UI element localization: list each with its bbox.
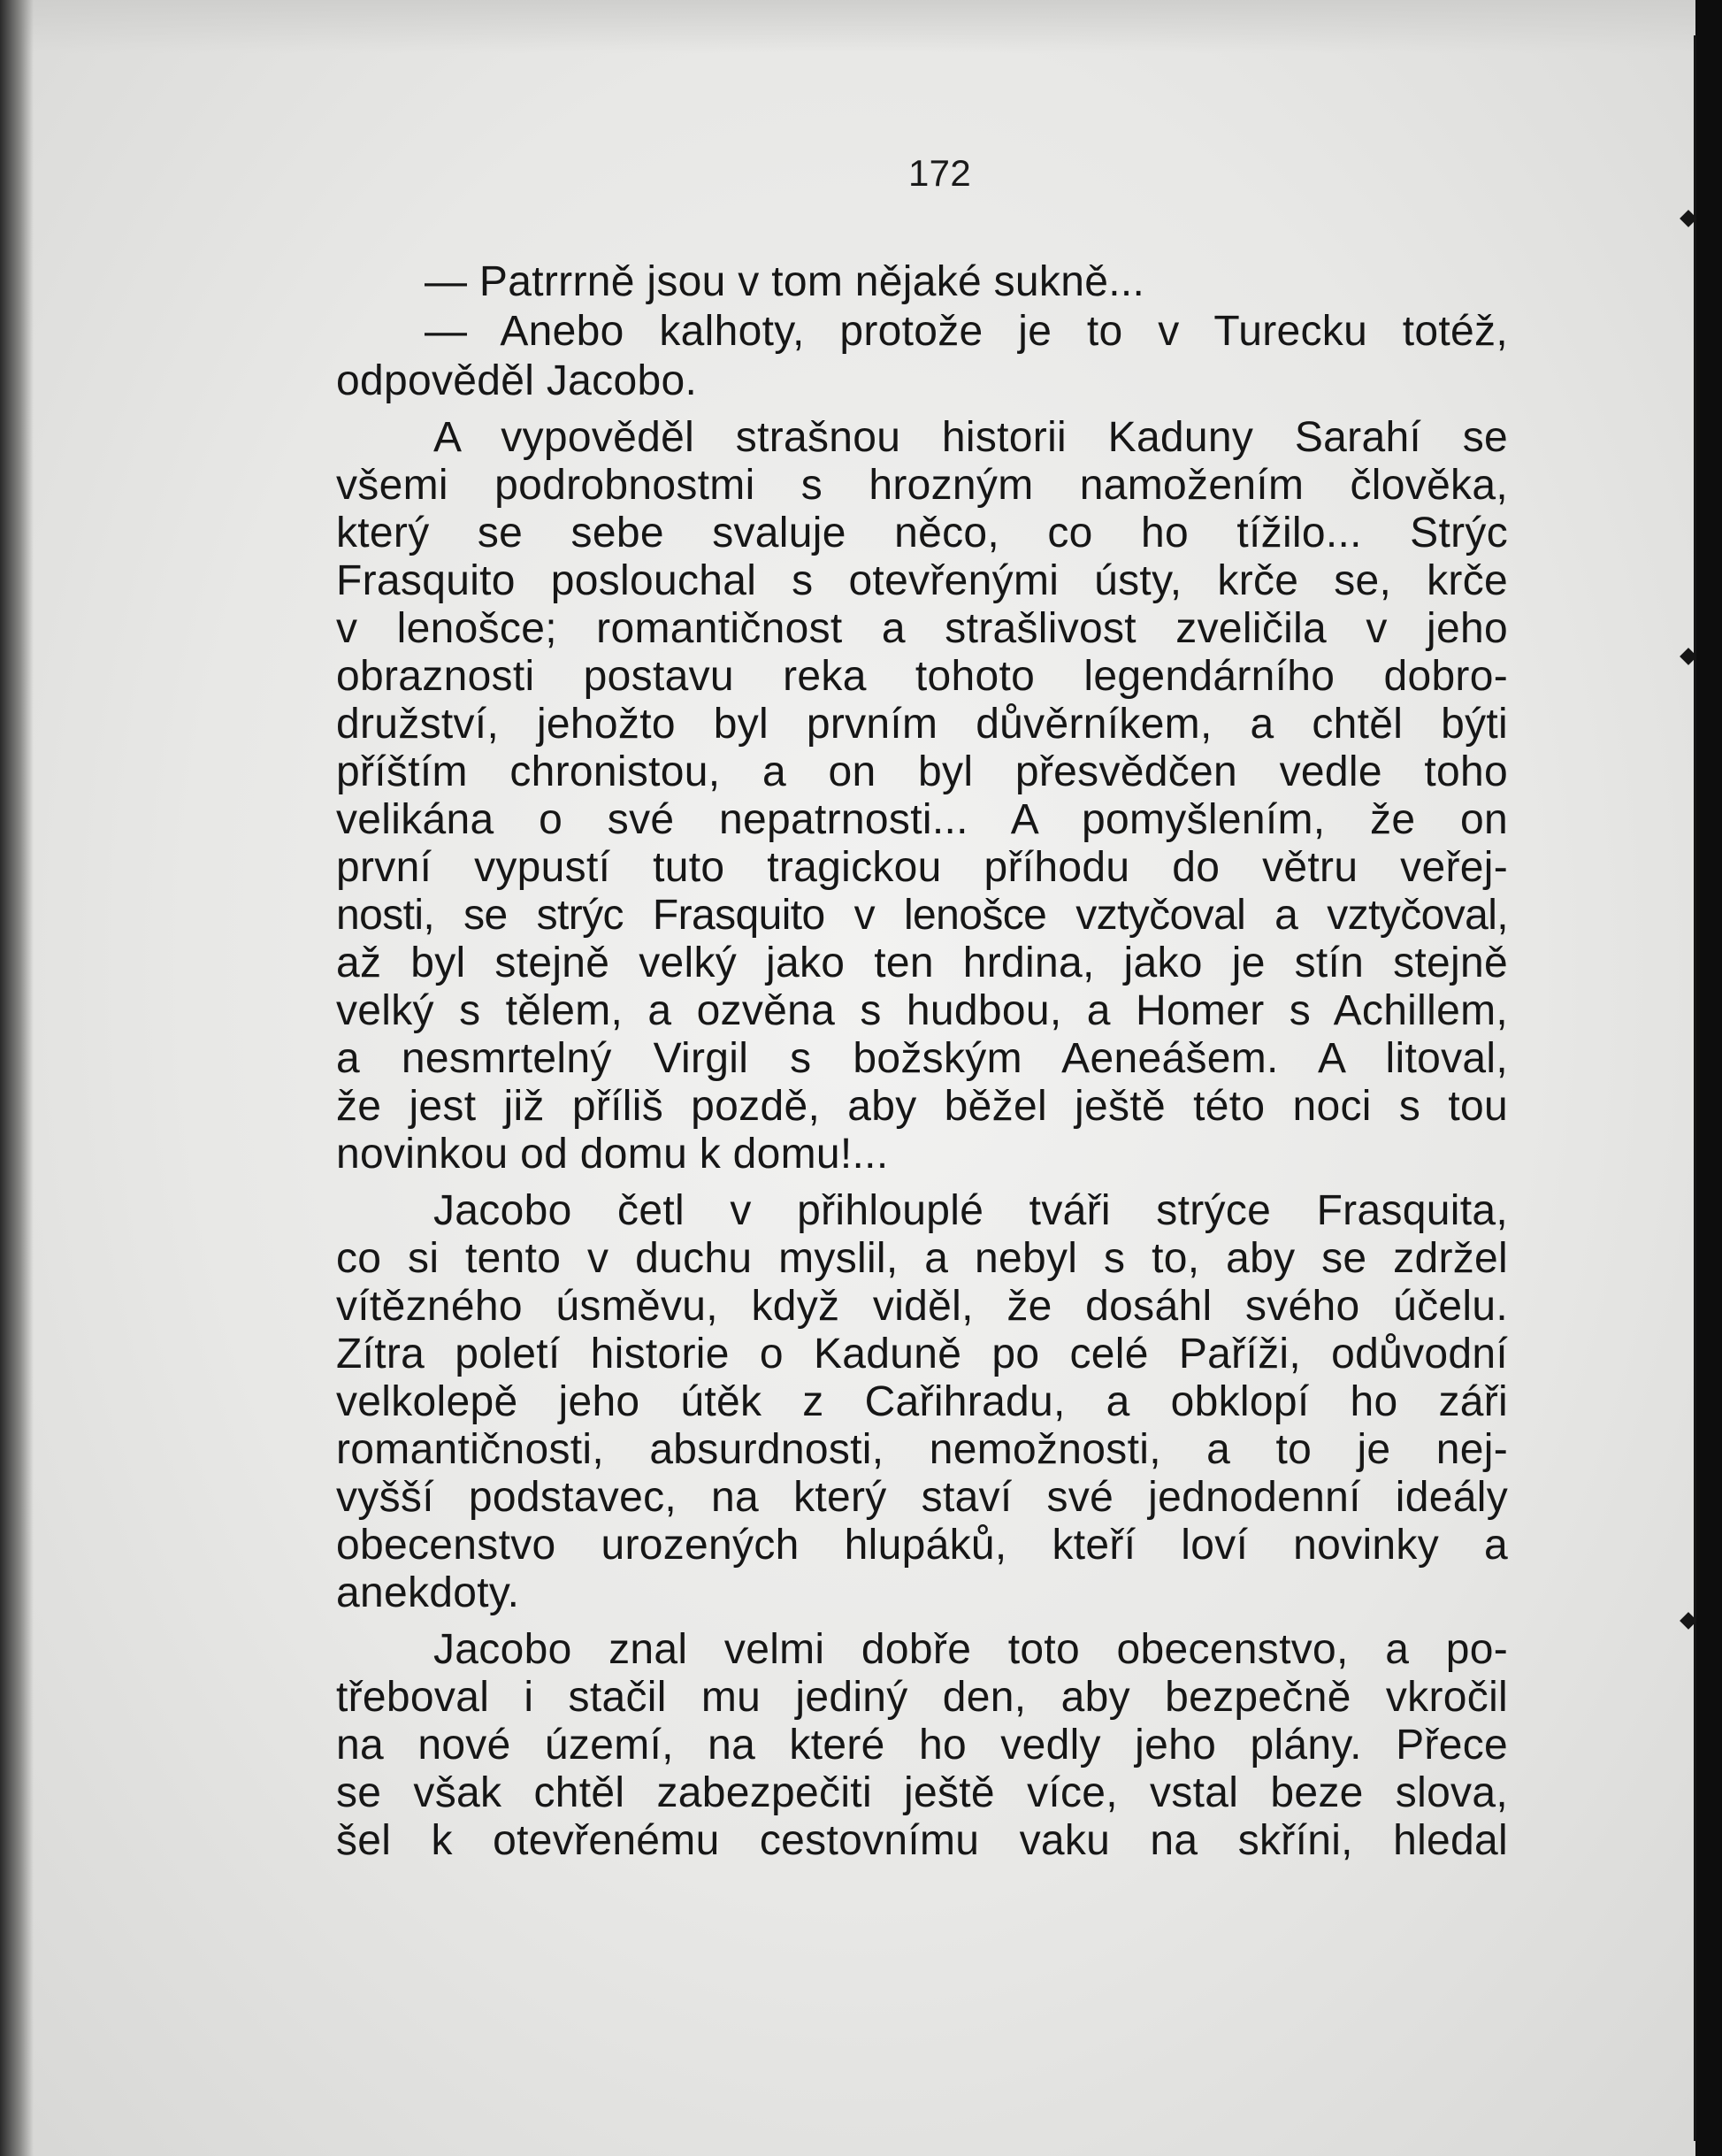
text-line: — Anebo kalhoty, protože je to v Turecku totéž, — [425, 308, 1508, 355]
text-line: vyšší podstavec, na který staví své jednodenní ideály — [336, 1474, 1508, 1521]
text-line: Frasquito poslouchal s otevřenými ústy, krče se, krče — [336, 557, 1508, 604]
page-left-shadow — [0, 0, 34, 2156]
text-line: třeboval i stačil mu jediný den, aby bezpečně vkročil — [336, 1674, 1508, 1721]
page-top-shadow — [0, 0, 1722, 53]
text-line: až byl stejně velký jako ten hrdina, jako je stín stejně — [336, 940, 1508, 986]
text-line: který se sebe svaluje něco, co ho tížilo... Strýc — [336, 510, 1508, 556]
text-line: anekdoty. — [336, 1569, 520, 1616]
text-line: novinkou od domu k domu!... — [336, 1131, 889, 1178]
text-line: na nové území, na které ho vedly jeho plány. Přece — [336, 1722, 1508, 1769]
text-line: první vypustí tuto tragickou příhodu do větru veřej- — [336, 844, 1508, 891]
text-line: Jacobo četl v přihlouplé tváři strýce Frasquita, — [433, 1187, 1508, 1234]
text-line: a nesmrtelný Virgil s božským Aeneášem. A litoval, — [336, 1035, 1508, 1082]
text-line: obecenstvo urozených hlupáků, kteří loví novinky a — [336, 1522, 1508, 1569]
text-line: družství, jehožto byl prvním důvěrníkem, a chtěl býti — [336, 701, 1508, 748]
text-line: všemi podrobnostmi s hrozným namožením člověka, — [336, 462, 1508, 509]
text-line: šel k otevřenému cestovnímu vaku na skříni, hledal — [336, 1817, 1508, 1864]
text-line: co si tento v duchu myslil, a nebyl s to, aby se zdržel — [336, 1235, 1508, 1282]
text-line: — Patrrrně jsou v tom nějaké sukně... — [425, 258, 1145, 305]
text-line: že jest již příliš pozdě, aby běžel ještě této noci s tou — [336, 1083, 1508, 1130]
text-line: nosti, se strýc Frasquito v lenošce vztyčoval a vztyčoval, — [336, 892, 1508, 939]
text-line: se však chtěl zabezpečiti ještě více, vstal beze slova, — [336, 1769, 1508, 1816]
text-line: velkolepě jeho útěk z Cařihradu, a obklopí ho záři — [336, 1378, 1508, 1425]
text-line: velký s tělem, a ozvěna s hudbou, a Homer s Achillem, — [336, 987, 1508, 1034]
binding-rule-line — [1694, 35, 1696, 2141]
text-line: vítězného úsměvu, když viděl, že dosáhl svého účelu. — [336, 1283, 1508, 1330]
text-line: velikána o své nepatrnosti... A pomyšlením, že on — [336, 796, 1508, 843]
text-line: romantičnosti, absurdnosti, nemožnosti, a to je nej- — [336, 1426, 1508, 1473]
text-line: odpověděl Jacobo. — [336, 357, 698, 404]
page-number: 172 — [908, 152, 971, 194]
text-line: Jacobo znal velmi dobře toto obecenstvo, a po- — [433, 1626, 1508, 1673]
text-line: Zítra poletí historie o Kaduně po celé Paříži, odůvodní — [336, 1331, 1508, 1377]
text-line: obraznosti postavu reka tohoto legendárního dobro- — [336, 653, 1508, 700]
text-line: A vypověděl strašnou historii Kaduny Sarahí se — [433, 414, 1508, 461]
text-line: příštím chronistou, a on byl přesvědčen vedle toho — [336, 748, 1508, 795]
text-line: v lenošce; romantičnost a strašlivost zveličila v jeho — [336, 605, 1508, 652]
page-right-border — [1695, 0, 1722, 2156]
